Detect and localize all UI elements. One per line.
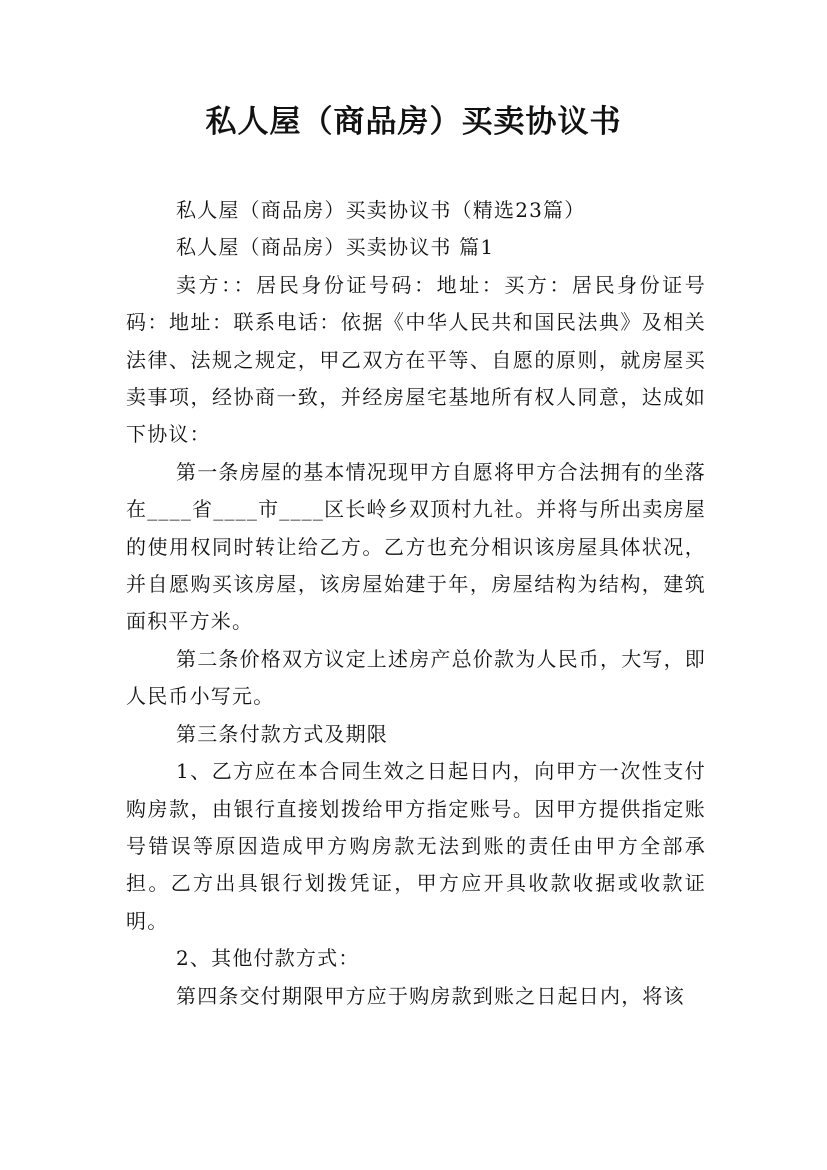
paragraph-subtitle: 私人屋（商品房）买卖协议书（精选23篇）: [176, 198, 586, 222]
paragraph-article-4: 第四条交付期限甲方应于购房款到账之日起日内，将该: [176, 983, 685, 1008]
paragraph-parties: 卖方：：居民身份证号码：地址：买方：居民身份证号码：地址：联系电话：依据《中华人民共和国民法典》及相关法律、法规之规定，甲乙双方在平等、自愿的原则，就房屋买卖事项，经协商一致，并经房屋宅基地所有权人同意，达成如下协议：: [126, 272, 706, 447]
paragraph-article-3-item-1: 1、乙方应在本合同生效之日起日内，向甲方一次性支付购房款，由银行直接划拨给甲方指定账号。因甲方提供指定账号错误等原因造成甲方购房款无法到账的责任由甲方全部承担。乙方出具银行划拨凭证，甲方应开具收款收据或收款证明。: [126, 759, 706, 933]
paragraph-article-3-heading: 第三条付款方式及期限: [176, 721, 388, 746]
document-title: 私人屋（商品房）买卖协议书: [205, 104, 622, 140]
document-body: [126, 192, 706, 1015]
paragraph-article-3-item-2: 2、其他付款方式：: [176, 946, 360, 971]
paragraph-article-1: 第一条房屋的基本情况现甲方自愿将甲方合法拥有的坐落在____省____市____区长岭乡双顶村九社。并将与所出卖房屋的使用权同时转让给乙方。乙方也充分相识该房屋具体状况，并自愿购买该房屋，该房屋始建于年，房屋结构为结构，建筑面积平方米。: [126, 459, 706, 634]
paragraph-section-heading: 私人屋（商品房）买卖协议书 篇1: [176, 235, 495, 260]
paragraph-article-2: 第二条价格双方议定上述房产总价款为人民币，大写，即人民币小写元。: [126, 646, 706, 709]
